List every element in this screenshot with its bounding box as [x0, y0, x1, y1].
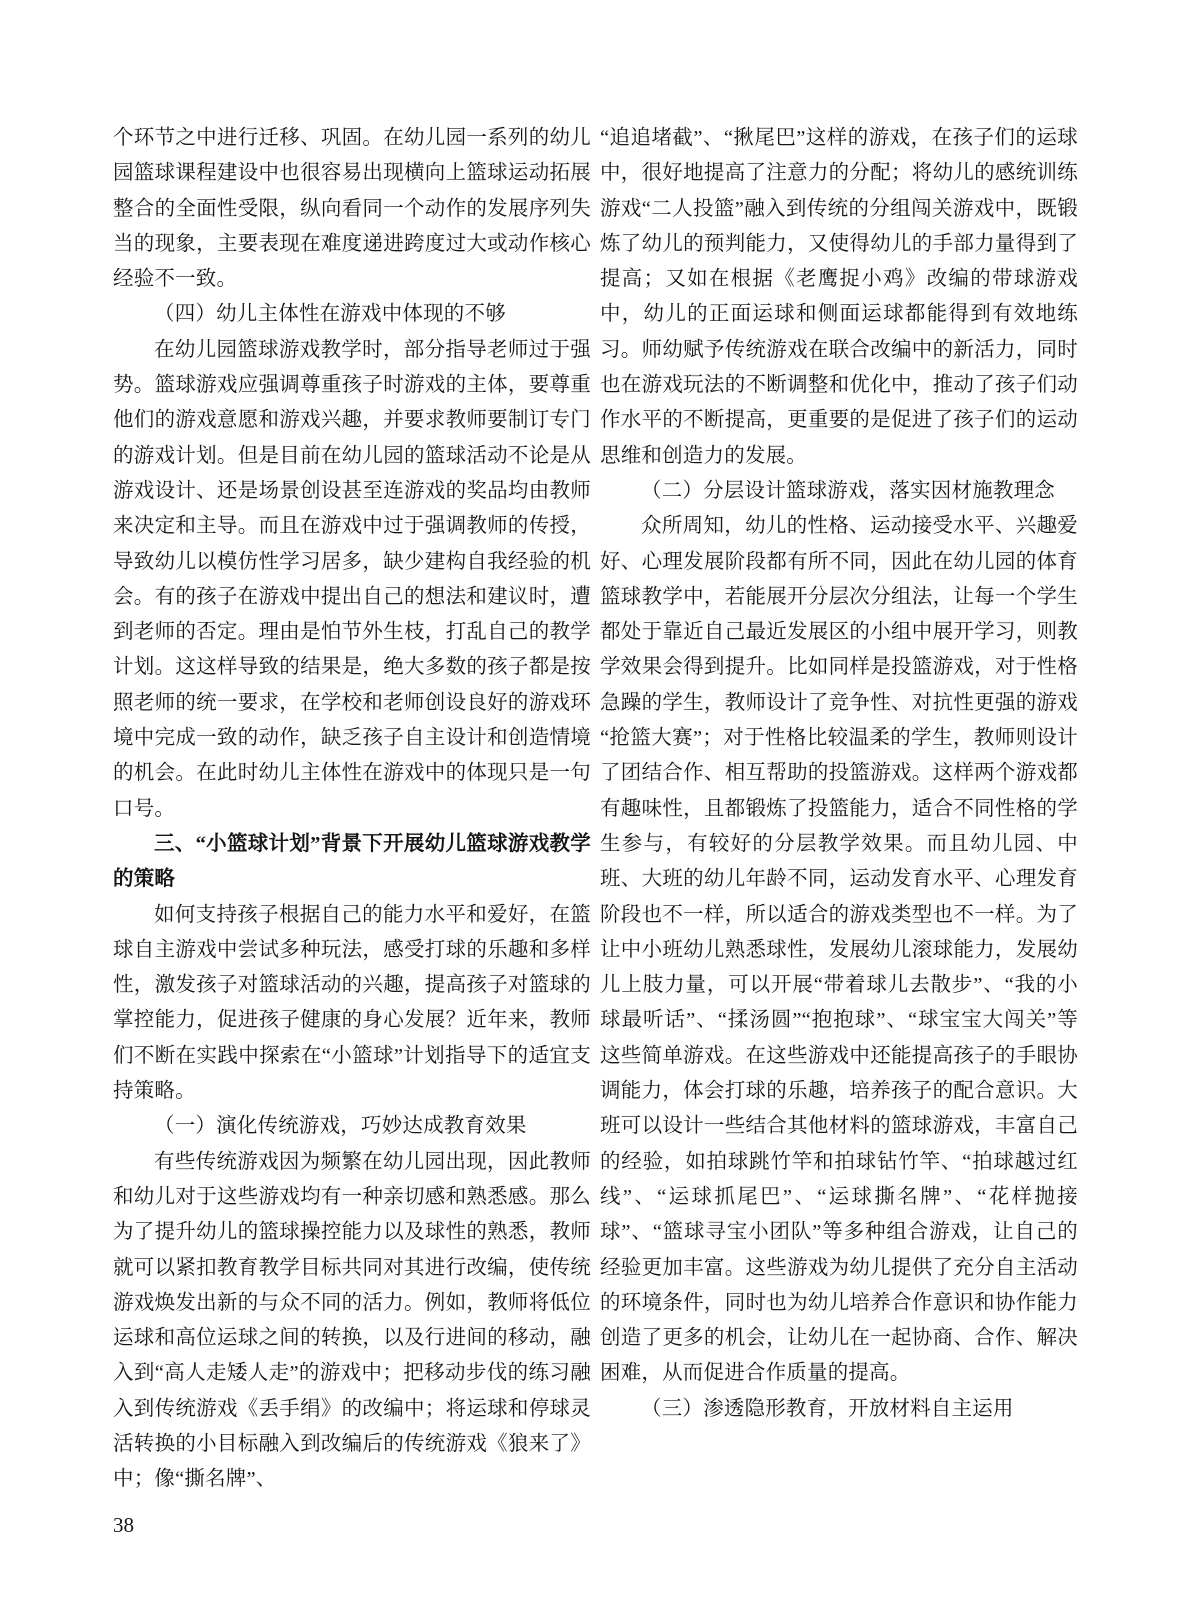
body-paragraph: 如何支持孩子根据自己的能力水平和爱好，在篮球自主游戏中尝试多种玩法，感受打球的乐趣和多样性，激发孩子对篮球活动的兴趣，提高孩子对篮球的掌控能力，促进孩子健康的身心发展？近年来，教师们不断在实践中探索在“小篮球”计划指导下的适宜支持策略。: [113, 903, 591, 1103]
right-column: [600, 121, 1078, 1427]
section-heading: 三、“小篮球计划”背景下开展幼儿篮球游戏教学的策略: [113, 832, 591, 891]
body-paragraph: 众所周知，幼儿的性格、运动接受水平、兴趣爱好、心理发展阶段都有所不同，因此在幼儿园的体育篮球教学中，若能展开分层次分组法，让每一个学生都处于靠近自己最近发展区的小组中展开学习，则教学效果会得到提升。比如同样是投篮游戏，对于性格急躁的学生，教师设计了竞争性、对抗性更强的游戏“抢篮大赛”；对于性格比较温柔的学生，教师则设计了团结合作、相互帮助的投篮游戏。这样两个游戏都有趣味性，且都锻炼了投篮能力，适合不同性格的学生参与，有较好的分层教学效果。而且幼儿园、中班、大班的幼儿年龄不同，运动发育水平、心理发育阶段也不一样，所以适合的游戏类型也不一样。为了让中小班幼儿熟悉球性，发展幼儿滚球能力，发展幼儿上肢力量，可以开展“带着球儿去散步”、“我的小球最听话”、“揉汤圆”“抱抱球”、“球宝宝大闯关”等这些简单游戏。在这些游戏中还能提高孩子的手眼协调能力，体会打球的乐趣，培养孩子的配合意识。大班可以设计一些结合其他材料的篮球游戏，丰富自己的经验，如拍球跳竹竿和拍球钻竹竿、“拍球越过红线”、“运球抓尾巴”、“运球撕名牌”、“花样抛接球”、“篮球寻宝小团队”等多种组合游戏，让自己的经验更加丰富。这些游戏为幼儿提供了充分自主活动的环境条件，同时也为幼儿培养合作意识和协作能力创造了更多的机会，让幼儿在一起协商、合作、解决困难，从而促进合作质量的提高。: [600, 515, 1078, 1385]
subsection-heading: （四）幼儿主体性在游戏中体现的不够: [154, 303, 506, 326]
body-paragraph: 在幼儿园篮球游戏教学时，部分指导老师过于强势。篮球游戏应强调尊重孩子时游戏的主体，要尊重他们的游戏意愿和游戏兴趣，并要求教师要制订专门的游戏计划。但是目前在幼儿园的篮球活动不论是从游戏设计、还是场景创设甚至连游戏的奖品均由教师来决定和主导。而且在游戏中过于强调教师的传授，导致幼儿以模仿性学习居多，缺少建构自我经验的机会。有的孩子在游戏中提出自己的想法和建议时，遭到老师的否定。理由是怕节外生枝，打乱自己的教学计划。这这样导致的结果是，绝大多数的孩子都是按照老师的统一要求，在学校和老师创设良好的游戏环境中完成一致的动作，缺乏孩子自主设计和创造情境的机会。在此时幼儿主体性在游戏中的体现只是一句口号。: [113, 338, 591, 820]
subsection-heading: （二）分层设计篮球游戏，落实因材施教理念: [641, 479, 1055, 502]
left-column: [113, 121, 591, 1498]
page-number: 38: [113, 1513, 134, 1537]
body-paragraph: 有些传统游戏因为频繁在幼儿园出现，因此教师和幼儿对于这些游戏均有一种亲切感和熟悉感。那么为了提升幼儿的篮球操控能力以及球性的熟悉，教师就可以紧扣教育教学目标共同对其进行改编，使传统游戏焕发出新的与众不同的活力。例如，教师将低位运球和高位运球之间的转换，以及行进间的移动，融入到“高人走矮人走”的游戏中；把移动步伐的练习融入到传统游戏《丢手绢》的改编中；将运球和停球灵活转换的小目标融入到改编后的传统游戏《狼来了》中；像“撕名牌”、: [113, 1150, 591, 1491]
subsection-heading: （一）演化传统游戏，巧妙达成教育效果: [154, 1115, 527, 1138]
subsection-heading: （三）渗透隐形教育，开放材料自主运用: [641, 1397, 1014, 1420]
body-paragraph: 个环节之中进行迁移、巩固。在幼儿园一系列的幼儿园篮球课程建设中也很容易出现横向上篮球运动拓展整合的全面性受限，纵向看同一个动作的发展序列失当的现象，主要表现在难度递进跨度过大或动作核心经验不一致。: [113, 127, 591, 291]
body-paragraph: “追追堵截”、“揪尾巴”这样的游戏，在孩子们的运球中，很好地提高了注意力的分配；将幼儿的感统训练游戏“二人投篮”融入到传统的分组闯关游戏中，既锻炼了幼儿的预判能力，又使得幼儿的手部力量得到了提高；又如在根据《老鹰捉小鸡》改编的带球游戏中，幼儿的正面运球和侧面运球都能得到有效地练习。师幼赋予传统游戏在联合改编中的新活力，同时也在游戏玩法的不断调整和优化中，推动了孩子们动作水平的不断提高，更重要的是促进了孩子们的运动思维和创造力的发展。: [600, 127, 1078, 467]
